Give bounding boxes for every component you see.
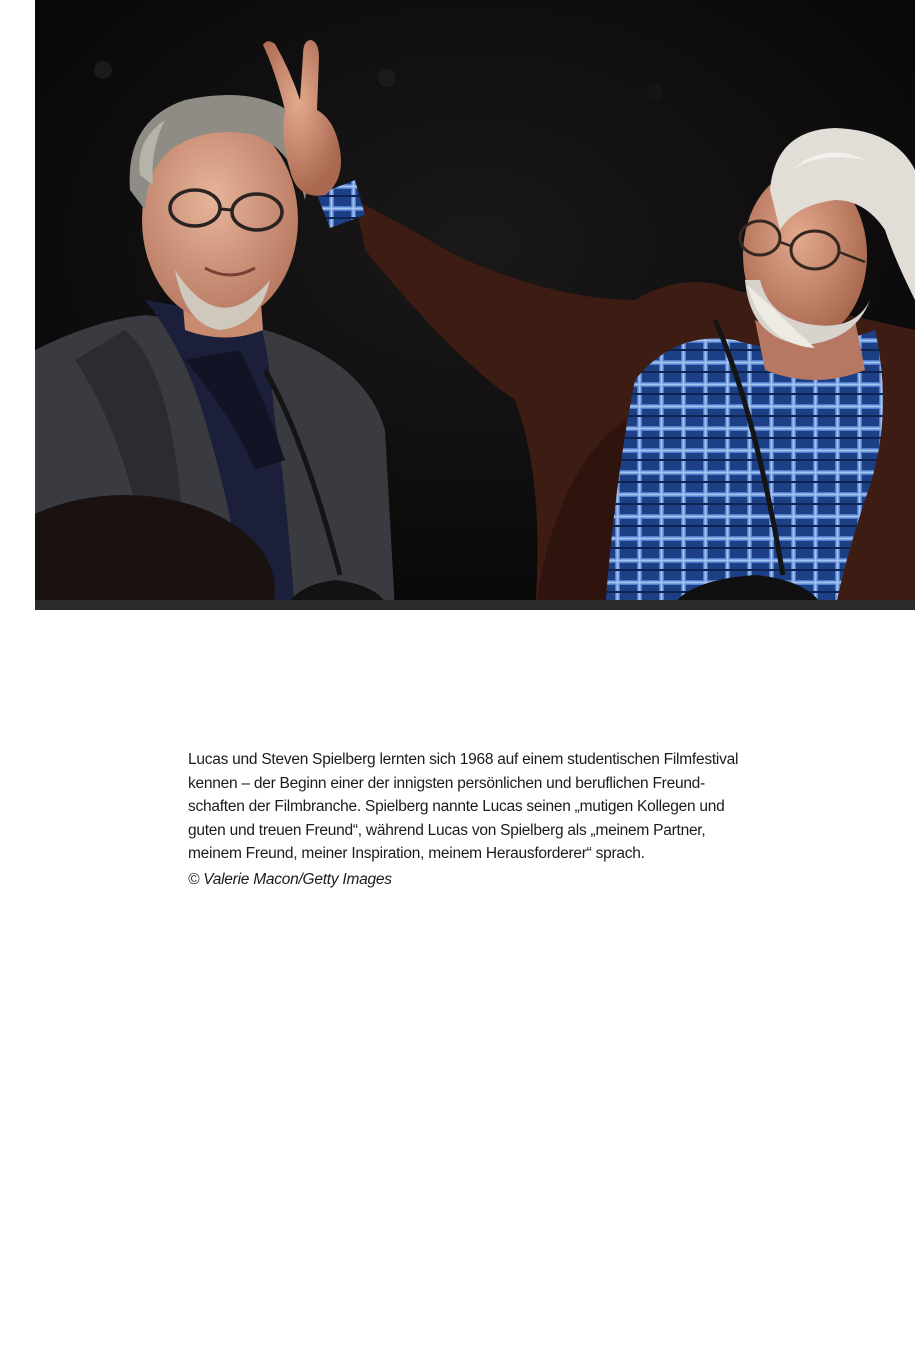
caption-line: guten und treuen Freund“, während Lucas von Spielberg als „meinem Partner, <box>188 821 706 839</box>
caption-line: schaften der Filmbranche. Spielberg nannte Lucas seinen „mutigen Kollegen und <box>188 798 725 816</box>
caption-line: Lucas und Steven Spielberg lernten sich 1968 auf einem studentischen Filmfestival <box>188 751 739 768</box>
caption-line: kennen – der Beginn einer der innigsten persönlichen und beruflichen Freund- <box>188 774 705 792</box>
photo-credit: © Valerie Macon/Getty Images <box>188 870 392 888</box>
caption-block <box>188 748 788 891</box>
photograph-two-men-at-press-table-icon <box>35 0 915 610</box>
caption-line: meinem Freund, meiner Inspiration, meinem Herausforderer“ sprach. <box>188 845 645 863</box>
photo-caption <box>188 748 788 866</box>
photograph <box>35 0 915 610</box>
